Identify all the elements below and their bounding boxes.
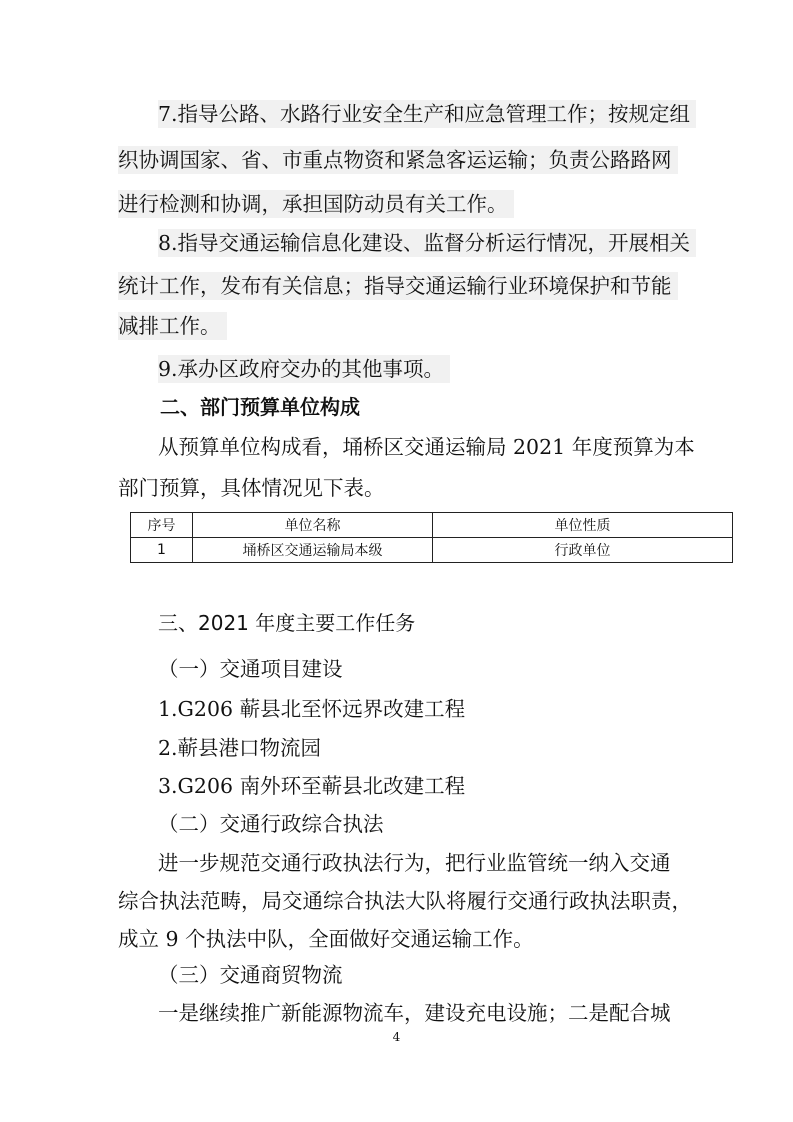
sub1-title: （一）交通项目建设 (158, 657, 343, 681)
sub2-body-line-1: 进一步规范交通行政执法行为，把行业监管统一纳入交通 (158, 851, 671, 875)
table-header-row (131, 513, 733, 538)
sub2-body-line-2: 综合执法范畴，局交通综合执法大队将履行交通行政执法职责， (118, 889, 692, 913)
item7-line-1: 7.指导公路、水路行业安全生产和应急管理工作；按规定组 (158, 100, 696, 128)
item8-line-3: 减排工作。 (118, 312, 227, 340)
section3-heading: 三、2021 年度主要工作任务 (158, 611, 416, 635)
table-header-cell: 单位性质 (433, 513, 733, 538)
page-number: 4 (392, 1030, 401, 1044)
table-header-cell: 序号 (131, 513, 193, 538)
item8-line-2: 统计工作，发布有关信息；指导交通运输行业环境保护和节能 (118, 272, 678, 300)
table-cell: 行政单位 (433, 538, 733, 563)
table-row (131, 538, 733, 563)
section2-body-line-2: 部门预算，具体情况见下表。 (118, 476, 385, 500)
sub2-title: （二）交通行政综合执法 (158, 812, 384, 836)
item7-line-2: 织协调国家、省、市重点物资和紧急客运运输；负责公路路网 (118, 146, 678, 174)
sub3-body-line-1: 一是继续推广新能源物流车，建设充电设施；二是配合城 (158, 1001, 671, 1025)
budget-unit-table (130, 512, 733, 563)
item8-line-1: 8.指导交通运输信息化建设、监督分析运行情况，开展相关 (158, 229, 696, 257)
section2-body-line-1: 从预算单位构成看，埇桥区交通运输局 2021 年度预算为本 (158, 435, 695, 459)
item9-line-1: 9.承办区政府交办的其他事项。 (158, 355, 450, 383)
table-cell: 埇桥区交通运输局本级 (193, 538, 433, 563)
sub1-item-1: 1.G206 蕲县北至怀远界改建工程 (158, 697, 466, 721)
table-header-cell: 单位名称 (193, 513, 433, 538)
sub3-title: （三）交通商贸物流 (158, 963, 343, 987)
sub2-body-line-3: 成立 9 个执法中队，全面做好交通运输工作。 (118, 927, 534, 951)
section2-heading: 二、部门预算单位构成 (160, 395, 360, 419)
sub1-item-2: 2.蕲县港口物流园 (158, 736, 322, 760)
sub1-item-3: 3.G206 南外环至蕲县北改建工程 (158, 774, 466, 798)
item7-line-3: 进行检测和协调，承担国防动员有关工作。 (118, 190, 514, 218)
table-cell: 1 (131, 538, 193, 563)
